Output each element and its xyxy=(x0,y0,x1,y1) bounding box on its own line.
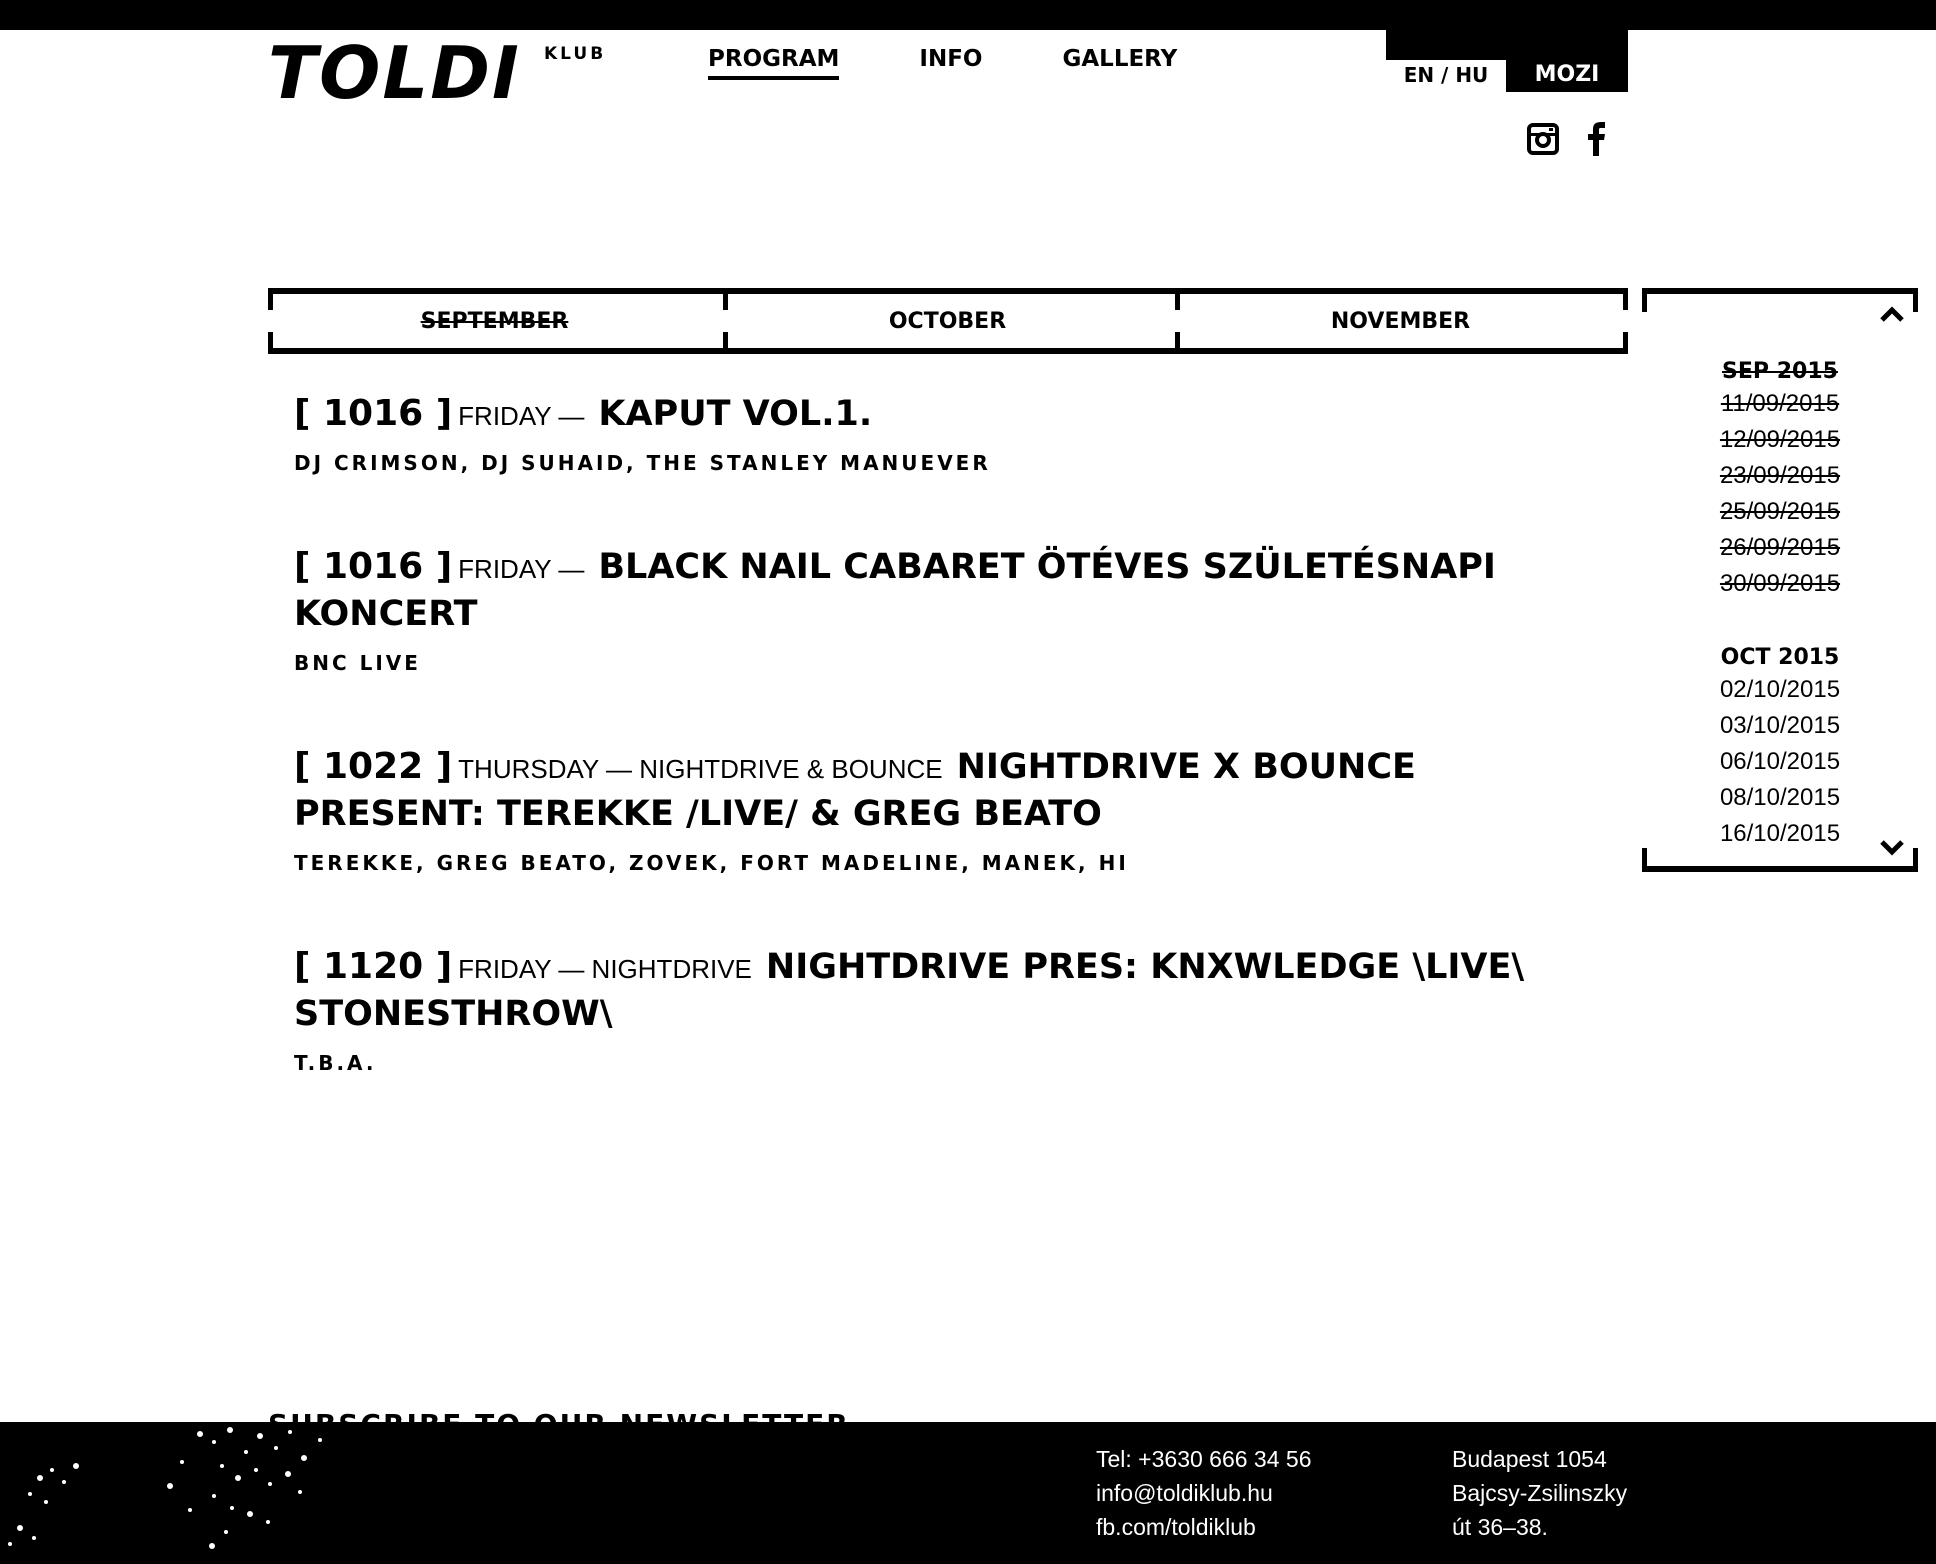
date-calendar xyxy=(1642,288,1918,872)
nav-gallery[interactable]: GALLERY xyxy=(1062,46,1178,72)
event-artists: DJ CRIMSON, DJ SUHAID, THE STANLEY MANUEVER xyxy=(294,451,991,475)
footer-number: út 36–38. xyxy=(1452,1514,1548,1540)
language-switch[interactable]: EN / HU xyxy=(1386,30,1506,92)
footer-contact xyxy=(1096,1442,1312,1544)
calendar-date[interactable]: 11/09/2015 xyxy=(1720,390,1840,417)
calendar-tick xyxy=(1642,848,1647,866)
calendar-tick xyxy=(1913,848,1918,866)
event-artists: T.B.A. xyxy=(294,1051,377,1075)
instagram-icon[interactable] xyxy=(1526,120,1560,158)
event-title[interactable]: NIGHTDRIVE X BOUNCE PRESENT: TEREKKE /LIVE/ & GREG BEATO xyxy=(294,747,1416,834)
social-links xyxy=(1526,120,1614,158)
event-title[interactable]: NIGHTDRIVE PRES: KNXWLEDGE \LIVE\ STONESTHROW\ xyxy=(294,947,1525,1034)
facebook-icon[interactable] xyxy=(1580,120,1614,158)
chevron-up-icon[interactable] xyxy=(1878,304,1906,324)
calendar-bottom-border xyxy=(1642,866,1918,872)
footer xyxy=(0,1422,1936,1564)
calendar-date[interactable]: 25/09/2015 xyxy=(1719,498,1841,525)
logo-wordmark: TOLDI xyxy=(268,31,521,115)
footer-email[interactable]: info@toldiklub.hu xyxy=(1096,1480,1273,1506)
grunge-texture xyxy=(0,1422,420,1564)
event-meta: THURSDAY — NIGHTDRIVE & BOUNCE xyxy=(458,754,943,784)
event-item[interactable] xyxy=(294,547,1614,675)
logo[interactable] xyxy=(268,31,607,115)
logo-sub: KLUB xyxy=(544,44,607,64)
event-list xyxy=(294,394,1614,1147)
mozi-label: MOZI xyxy=(1534,62,1600,87)
event-artists: TEREKKE, GREG BEATO, ZOVEK, FORT MADELINE, MANEK, HI xyxy=(294,851,1129,875)
main-nav xyxy=(708,46,1177,80)
calendar-date[interactable]: 30/09/2015 xyxy=(1719,570,1841,597)
event-item[interactable] xyxy=(294,747,1614,875)
calendar-date[interactable]: 06/10/2015 xyxy=(1719,748,1841,775)
calendar-date[interactable]: 16/10/2015 xyxy=(1719,820,1841,847)
footer-street: Bajcsy-Zsilinszky xyxy=(1452,1480,1628,1506)
event-meta: FRIDAY — xyxy=(458,554,585,584)
event-artists: BNC LIVE xyxy=(294,651,421,675)
event-number: [ 1022 ] xyxy=(294,746,453,787)
calendar-tick xyxy=(1913,294,1918,312)
event-number: [ 1016 ] xyxy=(294,546,453,587)
event-item[interactable] xyxy=(294,947,1614,1075)
calendar-top-border xyxy=(1642,288,1918,294)
chevron-down-icon[interactable] xyxy=(1878,838,1906,858)
tab-october[interactable]: OCTOBER xyxy=(888,308,1007,334)
calendar-date[interactable]: 08/10/2015 xyxy=(1719,784,1841,811)
month-tabs xyxy=(268,288,1628,354)
nav-program[interactable]: PROGRAM xyxy=(708,46,839,80)
event-title[interactable]: KAPUT VOL.1. xyxy=(598,394,873,434)
event-item[interactable] xyxy=(294,394,1614,475)
mozi-link[interactable] xyxy=(1506,30,1628,92)
event-title[interactable]: BLACK NAIL CABARET ÖTÉVES SZÜLETÉSNAPI KONCERT xyxy=(294,547,1496,634)
nav-info[interactable]: INFO xyxy=(919,46,983,72)
lang-mozi-block xyxy=(1386,30,1628,92)
event-meta: FRIDAY — NIGHTDRIVE xyxy=(458,954,752,984)
calendar-date[interactable]: 23/09/2015 xyxy=(1719,462,1841,489)
calendar-date[interactable]: 02/10/2015 xyxy=(1719,676,1841,703)
tab-november[interactable]: NOVEMBER xyxy=(1330,308,1471,334)
event-number: [ 1120 ] xyxy=(294,946,453,987)
calendar-date[interactable]: 03/10/2015 xyxy=(1719,712,1841,739)
tab-september[interactable]: SEPTEMBER xyxy=(420,308,569,334)
footer-address xyxy=(1452,1442,1627,1544)
calendar-month-sep: SEP 2015 xyxy=(1722,359,1838,384)
footer-tel[interactable]: Tel: +3630 666 34 56 xyxy=(1096,1446,1312,1472)
calendar-date[interactable]: 26/09/2015 xyxy=(1719,534,1841,561)
calendar-tick xyxy=(1642,294,1647,312)
event-meta: FRIDAY — xyxy=(458,401,585,431)
calendar-list xyxy=(1642,358,1918,852)
footer-facebook[interactable]: fb.com/toldiklub xyxy=(1096,1514,1256,1540)
top-black-bar xyxy=(0,0,1936,30)
calendar-date[interactable]: 12/09/2015 xyxy=(1719,426,1841,453)
event-number: [ 1016 ] xyxy=(294,393,453,434)
footer-city: Budapest 1054 xyxy=(1452,1446,1607,1472)
calendar-month-oct: OCT 2015 xyxy=(1720,645,1840,670)
